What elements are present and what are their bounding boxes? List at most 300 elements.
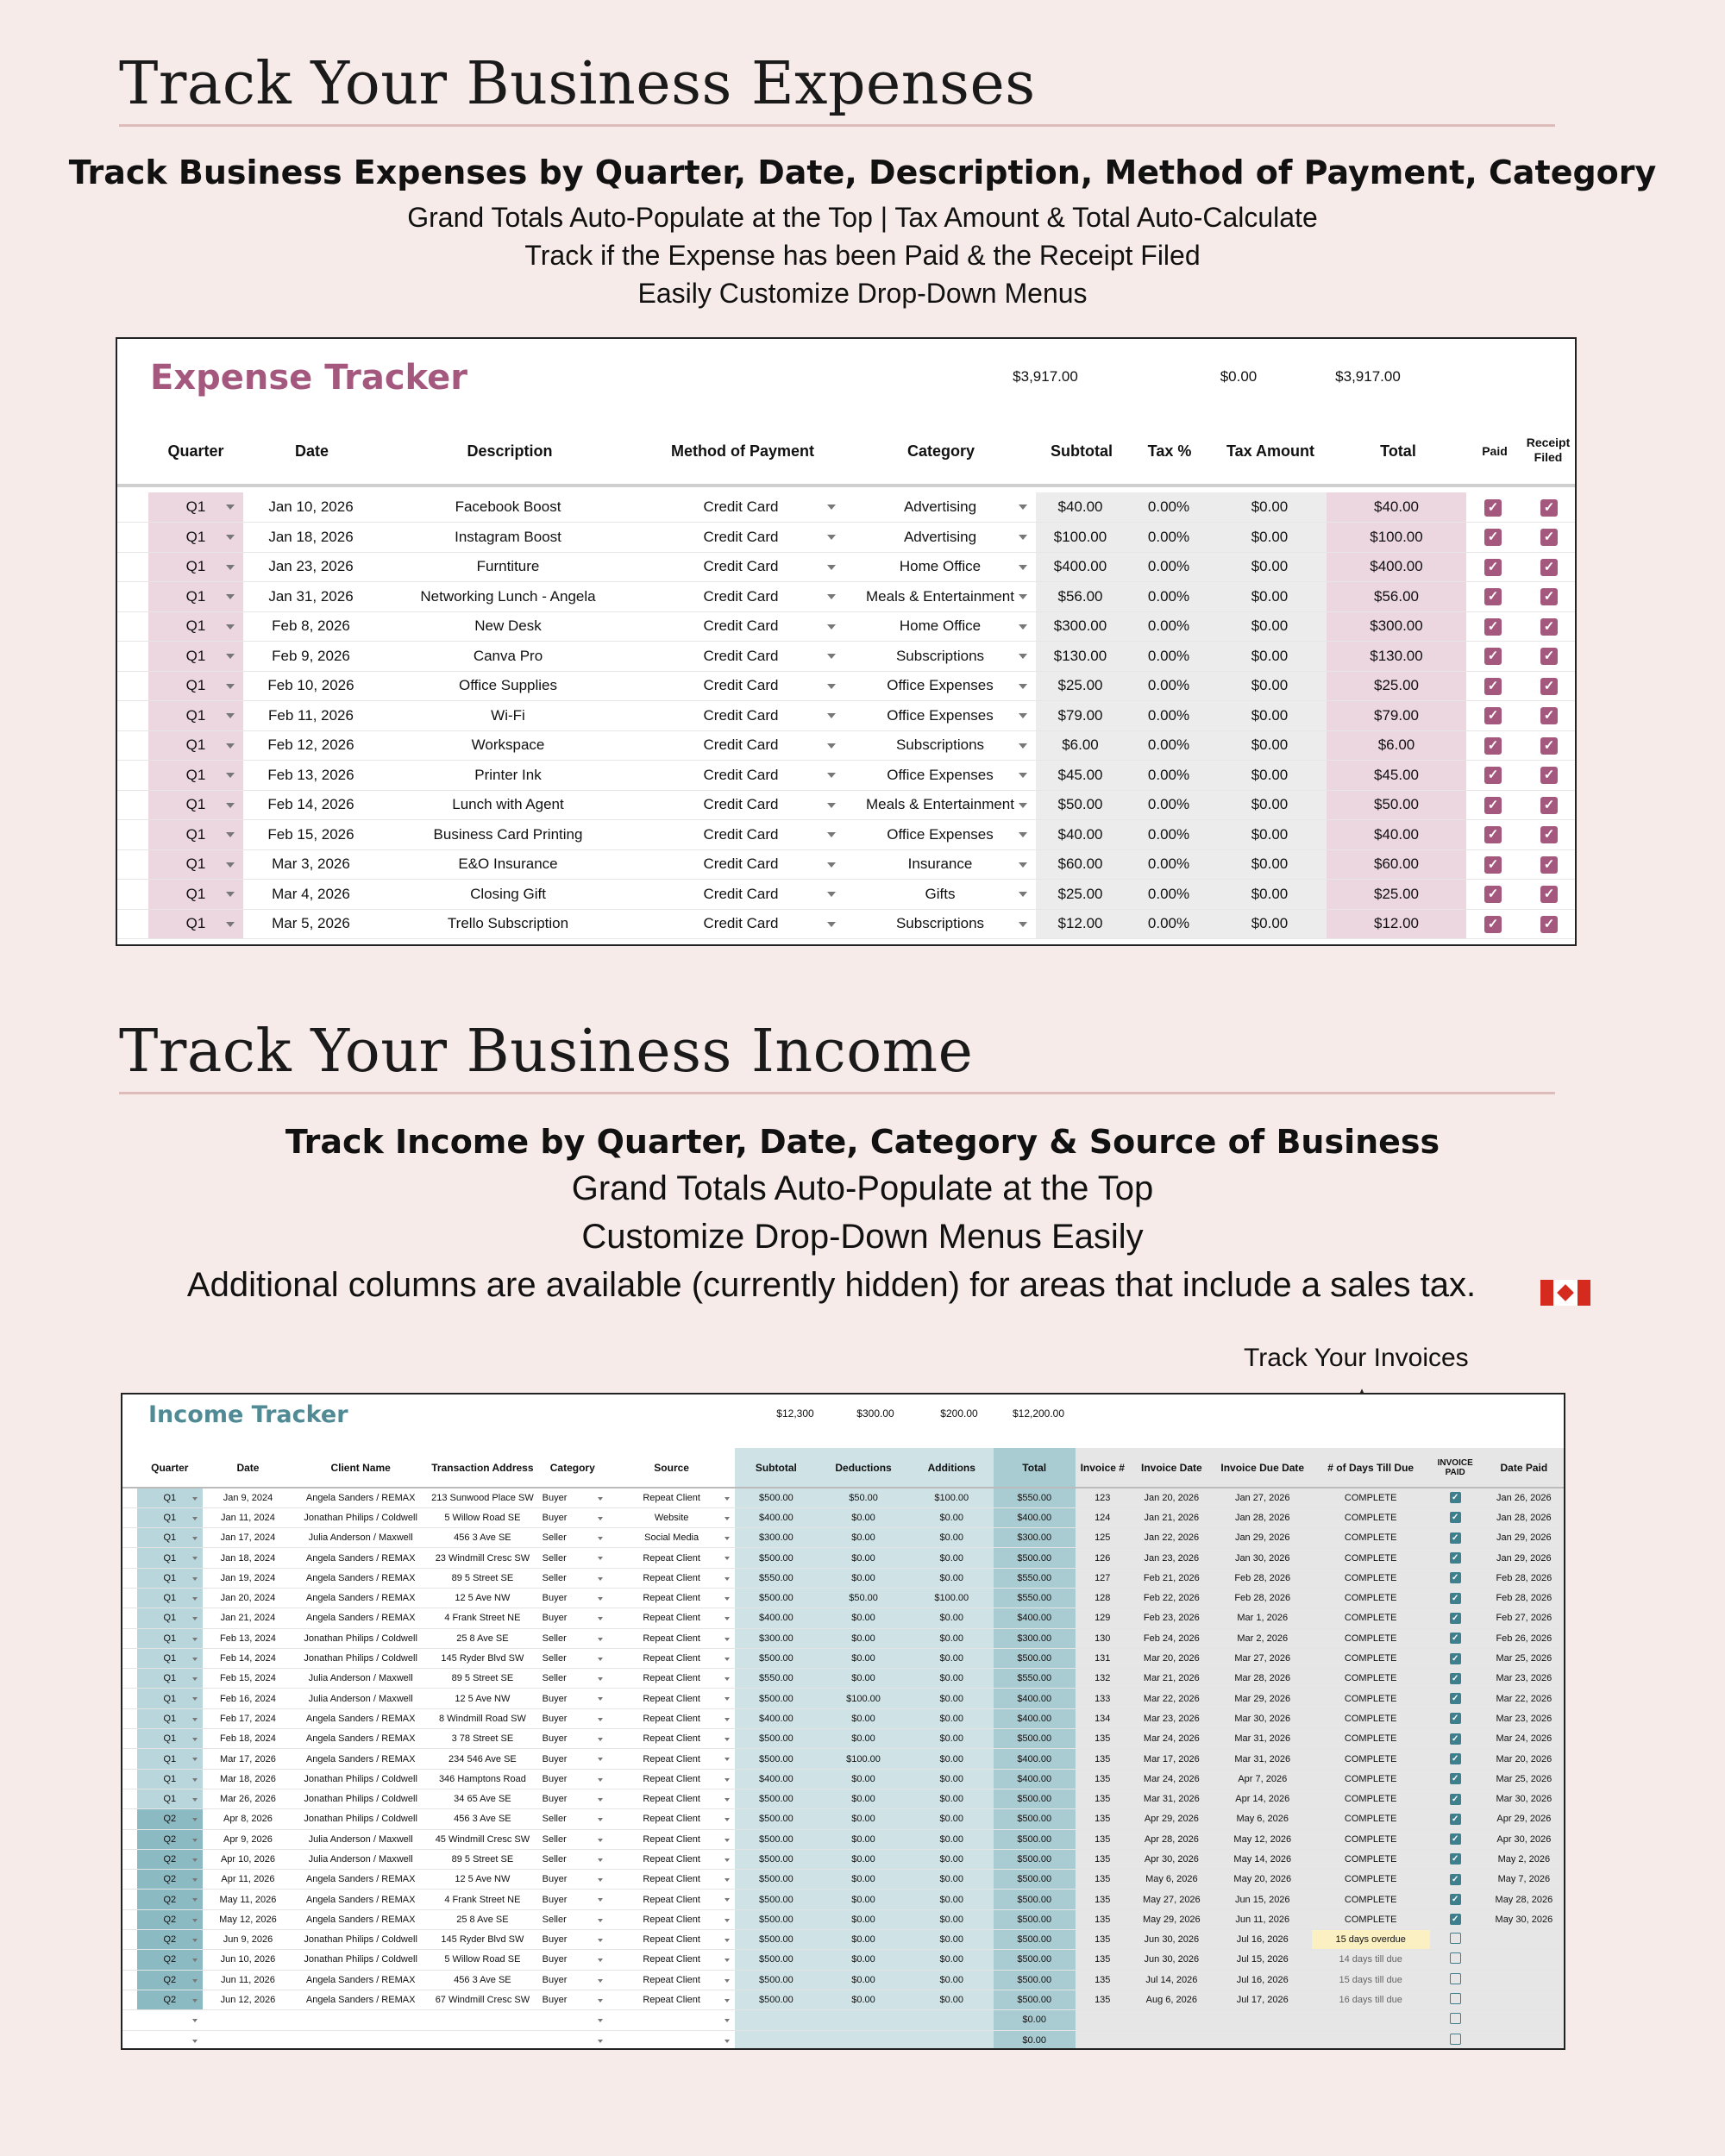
chevron-down-icon[interactable] <box>1019 565 1027 570</box>
source-dropdown[interactable] <box>608 1608 736 1628</box>
invoice-date-cell[interactable]: May 29, 2026 <box>1130 1909 1214 1929</box>
address-cell[interactable]: 8 Windmill Road SW <box>428 1708 536 1728</box>
invoice-number-cell[interactable]: 135 <box>1076 1970 1130 1990</box>
income-header-date[interactable]: Date <box>203 1448 293 1488</box>
invoice-number-cell[interactable]: 127 <box>1076 1568 1130 1588</box>
additions-cell[interactable]: $0.00 <box>910 1648 994 1668</box>
invoice-number-cell[interactable]: 129 <box>1076 1608 1130 1628</box>
chevron-down-icon[interactable] <box>598 1718 603 1721</box>
quarter-dropdown[interactable] <box>148 552 243 582</box>
date-cell[interactable]: Mar 3, 2026 <box>243 849 379 880</box>
quarter-dropdown[interactable] <box>148 849 243 880</box>
chevron-down-icon[interactable] <box>1019 803 1027 808</box>
invoice-paid-cell[interactable] <box>1430 1970 1481 1990</box>
income-header-source[interactable]: Source <box>608 1448 736 1488</box>
source-dropdown[interactable] <box>608 1909 736 1929</box>
chevron-down-icon[interactable] <box>1019 892 1027 897</box>
chevron-down-icon[interactable] <box>724 1537 730 1540</box>
tax-pct-cell[interactable]: 0.00% <box>1125 790 1213 820</box>
invoice-due-date-cell[interactable]: Apr 14, 2026 <box>1214 1789 1312 1808</box>
table-row[interactable] <box>117 849 1577 880</box>
date-paid-cell[interactable]: Feb 28, 2026 <box>1481 1588 1565 1608</box>
invoice-date-cell[interactable]: Mar 20, 2026 <box>1130 1648 1214 1668</box>
method-dropdown[interactable] <box>637 671 844 701</box>
income-header-additions[interactable]: Additions <box>910 1448 994 1488</box>
tax-pct-cell[interactable]: 0.00% <box>1125 820 1213 850</box>
chevron-down-icon[interactable] <box>724 1697 730 1701</box>
quarter-dropdown[interactable] <box>137 1729 203 1749</box>
chevron-down-icon[interactable] <box>724 1658 730 1661</box>
source-dropdown[interactable] <box>608 1890 736 1909</box>
invoice-number-cell[interactable]: 135 <box>1076 1749 1130 1769</box>
date-paid-cell[interactable]: May 28, 2026 <box>1481 1890 1565 1909</box>
date-cell[interactable]: Feb 11, 2026 <box>243 701 379 731</box>
description-cell[interactable]: Instagram Boost <box>379 523 637 553</box>
checkbox-empty-icon[interactable] <box>1450 1973 1461 1984</box>
category-dropdown[interactable] <box>537 1990 608 2009</box>
invoice-date-cell[interactable]: Feb 24, 2026 <box>1130 1628 1214 1648</box>
invoice-paid-cell[interactable] <box>1430 1628 1481 1648</box>
date-paid-cell[interactable]: Apr 29, 2026 <box>1481 1809 1565 1829</box>
chevron-down-icon[interactable] <box>192 1999 198 2002</box>
chevron-down-icon[interactable] <box>192 1919 198 1922</box>
chevron-down-icon[interactable] <box>724 1858 730 1862</box>
client-cell[interactable]: Jonathan Philips / Coldwell <box>293 1628 428 1648</box>
checkbox-checked-icon[interactable]: ✓ <box>1540 856 1558 874</box>
category-dropdown[interactable] <box>844 909 1036 939</box>
quarter-dropdown[interactable] <box>137 1488 203 1507</box>
quarter-dropdown[interactable] <box>148 820 243 850</box>
table-row[interactable] <box>122 1829 1565 1849</box>
source-dropdown[interactable] <box>608 1507 736 1527</box>
subtotal-cell[interactable]: $500.00 <box>735 1488 817 1507</box>
client-cell[interactable]: Angela Sanders / REMAX <box>293 1708 428 1728</box>
checkbox-checked-icon[interactable]: ✓ <box>1450 1794 1461 1805</box>
blank-cell[interactable] <box>1130 2010 1214 2030</box>
category-dropdown[interactable] <box>537 1970 608 1990</box>
date-cell[interactable]: Jan 9, 2024 <box>203 1488 293 1507</box>
table-row[interactable] <box>122 1749 1565 1769</box>
col-header-total[interactable]: Total <box>1380 442 1416 460</box>
col-header-subtotal[interactable]: Subtotal <box>1051 442 1113 460</box>
quarter-dropdown[interactable] <box>148 701 243 731</box>
table-row[interactable] <box>117 642 1577 672</box>
chevron-down-icon[interactable] <box>724 1898 730 1902</box>
chevron-down-icon[interactable] <box>192 1677 198 1681</box>
checkbox-checked-icon[interactable]: ✓ <box>1484 529 1502 546</box>
blank-cell[interactable] <box>1481 2010 1565 2030</box>
chevron-down-icon[interactable] <box>598 1858 603 1862</box>
category-dropdown[interactable] <box>844 849 1036 880</box>
chevron-down-icon[interactable] <box>598 1617 603 1620</box>
additions-cell[interactable]: $0.00 <box>910 1809 994 1829</box>
chevron-down-icon[interactable] <box>724 1778 730 1782</box>
income-header-quarter[interactable]: Quarter <box>137 1448 203 1488</box>
description-cell[interactable]: Facebook Boost <box>379 492 637 523</box>
deductions-cell[interactable]: $0.00 <box>817 1870 910 1890</box>
chevron-down-icon[interactable] <box>598 2040 603 2043</box>
chevron-down-icon[interactable] <box>598 1839 603 1842</box>
date-cell[interactable]: Jun 10, 2026 <box>203 1950 293 1970</box>
quarter-dropdown[interactable] <box>137 1909 203 1929</box>
chevron-down-icon[interactable] <box>192 1959 198 1962</box>
subtotal-cell[interactable]: $500.00 <box>735 1930 817 1950</box>
category-dropdown[interactable] <box>844 880 1036 910</box>
chevron-down-icon[interactable] <box>724 1818 730 1821</box>
checkbox-checked-icon[interactable]: ✓ <box>1540 618 1558 636</box>
chevron-down-icon[interactable] <box>724 1577 730 1581</box>
address-cell[interactable]: 456 3 Ave SE <box>428 1528 536 1548</box>
client-cell[interactable]: Jonathan Philips / Coldwell <box>293 1930 428 1950</box>
paid-cell[interactable] <box>1466 582 1520 612</box>
checkbox-checked-icon[interactable]: ✓ <box>1450 1673 1461 1684</box>
invoice-date-cell[interactable]: May 27, 2026 <box>1130 1890 1214 1909</box>
invoice-number-cell[interactable]: 135 <box>1076 1729 1130 1749</box>
chevron-down-icon[interactable] <box>598 1979 603 1983</box>
chevron-down-icon[interactable] <box>1019 773 1027 778</box>
deductions-cell[interactable]: $0.00 <box>817 1809 910 1829</box>
subtotal-cell[interactable]: $40.00 <box>1036 492 1125 523</box>
method-dropdown[interactable] <box>637 701 844 731</box>
checkbox-checked-icon[interactable]: ✓ <box>1450 1693 1461 1704</box>
invoice-due-date-cell[interactable]: May 14, 2026 <box>1214 1849 1312 1869</box>
date-cell[interactable]: Apr 8, 2026 <box>203 1809 293 1829</box>
date-cell[interactable]: Mar 18, 2026 <box>203 1769 293 1789</box>
invoice-date-cell[interactable]: Mar 24, 2026 <box>1130 1769 1214 1789</box>
date-cell[interactable]: Feb 17, 2024 <box>203 1708 293 1728</box>
source-dropdown[interactable] <box>608 1588 736 1608</box>
quarter-dropdown[interactable] <box>148 730 243 761</box>
deductions-cell[interactable]: $0.00 <box>817 1628 910 1648</box>
category-dropdown[interactable] <box>537 1528 608 1548</box>
subtotal-cell[interactable]: $400.00 <box>735 1608 817 1628</box>
date-cell[interactable]: Jan 10, 2026 <box>243 492 379 523</box>
invoice-due-date-cell[interactable]: Jan 30, 2026 <box>1214 1548 1312 1568</box>
checkbox-checked-icon[interactable]: ✓ <box>1540 767 1558 784</box>
client-cell[interactable]: Julia Anderson / Maxwell <box>293 1689 428 1708</box>
quarter-dropdown[interactable] <box>137 1669 203 1689</box>
chevron-down-icon[interactable] <box>192 2040 198 2043</box>
chevron-down-icon[interactable] <box>598 1898 603 1902</box>
source-dropdown[interactable] <box>608 1769 736 1789</box>
client-cell[interactable]: Julia Anderson / Maxwell <box>293 1849 428 1869</box>
tax-pct-cell[interactable]: 0.00% <box>1125 671 1213 701</box>
invoice-date-cell[interactable]: May 6, 2026 <box>1130 1870 1214 1890</box>
client-cell[interactable]: Angela Sanders / REMAX <box>293 1608 428 1628</box>
checkbox-checked-icon[interactable]: ✓ <box>1450 1733 1461 1745</box>
additions-cell[interactable]: $100.00 <box>910 1488 994 1507</box>
income-header-client[interactable]: Client Name <box>293 1448 428 1488</box>
paid-cell[interactable] <box>1466 671 1520 701</box>
additions-cell[interactable]: $0.00 <box>910 1829 994 1849</box>
blank-cell[interactable] <box>293 2030 428 2050</box>
total-cell[interactable]: $0.00 <box>994 2030 1076 2050</box>
quarter-dropdown[interactable] <box>148 492 243 523</box>
additions-cell[interactable]: $0.00 <box>910 1769 994 1789</box>
chevron-down-icon[interactable] <box>598 1537 603 1540</box>
category-dropdown[interactable] <box>537 1669 608 1689</box>
quarter-dropdown[interactable] <box>137 1789 203 1808</box>
quarter-dropdown[interactable] <box>148 523 243 553</box>
paid-cell[interactable] <box>1466 820 1520 850</box>
address-cell[interactable]: 23 Windmill Cresc SW <box>428 1548 536 1568</box>
date-cell[interactable]: Apr 10, 2026 <box>203 1849 293 1869</box>
subtotal-cell[interactable]: $50.00 <box>1036 790 1125 820</box>
col-header-category[interactable]: Category <box>906 442 975 460</box>
subtotal-cell[interactable]: $400.00 <box>1036 552 1125 582</box>
subtotal-cell[interactable]: $300.00 <box>735 1528 817 1548</box>
paid-cell[interactable] <box>1466 523 1520 553</box>
quarter-dropdown[interactable] <box>148 671 243 701</box>
invoice-date-cell[interactable]: Apr 30, 2026 <box>1130 1849 1214 1869</box>
income-header-date-paid[interactable]: Date Paid <box>1481 1448 1565 1488</box>
address-cell[interactable]: 456 3 Ave SE <box>428 1970 536 1990</box>
category-dropdown[interactable] <box>844 671 1036 701</box>
invoice-date-cell[interactable]: Mar 21, 2026 <box>1130 1669 1214 1689</box>
chevron-down-icon[interactable] <box>724 1758 730 1761</box>
date-paid-cell[interactable]: Mar 23, 2026 <box>1481 1669 1565 1689</box>
invoice-due-date-cell[interactable]: Feb 28, 2026 <box>1214 1568 1312 1588</box>
category-dropdown[interactable] <box>844 701 1036 731</box>
invoice-paid-cell[interactable] <box>1430 1749 1481 1769</box>
checkbox-checked-icon[interactable]: ✓ <box>1450 1572 1461 1583</box>
category-dropdown[interactable] <box>537 1930 608 1950</box>
chevron-down-icon[interactable] <box>598 1677 603 1681</box>
category-dropdown[interactable] <box>537 1950 608 1970</box>
invoice-paid-cell[interactable] <box>1430 1588 1481 1608</box>
blank-cell[interactable] <box>428 2030 536 2050</box>
invoice-due-date-cell[interactable]: Mar 28, 2026 <box>1214 1669 1312 1689</box>
date-cell[interactable]: Jan 17, 2024 <box>203 1528 293 1548</box>
date-cell[interactable]: Jun 9, 2026 <box>203 1930 293 1950</box>
invoice-number-cell[interactable]: 135 <box>1076 1870 1130 1890</box>
table-row[interactable] <box>122 1930 1565 1950</box>
chevron-down-icon[interactable] <box>192 1738 198 1741</box>
category-dropdown[interactable] <box>537 1829 608 1849</box>
checkbox-checked-icon[interactable]: ✓ <box>1450 1552 1461 1564</box>
invoice-date-cell[interactable]: Aug 6, 2026 <box>1130 1990 1214 2009</box>
quarter-dropdown[interactable] <box>137 1870 203 1890</box>
date-paid-cell[interactable]: Apr 30, 2026 <box>1481 1829 1565 1849</box>
chevron-down-icon[interactable] <box>724 1497 730 1501</box>
quarter-dropdown[interactable] <box>148 880 243 910</box>
deductions-cell[interactable]: $0.00 <box>817 1970 910 1990</box>
source-dropdown[interactable] <box>608 1628 736 1648</box>
table-row[interactable] <box>122 1769 1565 1789</box>
date-cell[interactable]: Feb 13, 2026 <box>243 761 379 791</box>
invoice-number-cell[interactable]: 135 <box>1076 1890 1130 1909</box>
table-row[interactable] <box>122 1628 1565 1648</box>
date-paid-cell[interactable]: Mar 25, 2026 <box>1481 1648 1565 1668</box>
additions-cell[interactable]: $0.00 <box>910 1507 994 1527</box>
date-paid-cell[interactable]: Mar 30, 2026 <box>1481 1789 1565 1808</box>
checkbox-checked-icon[interactable]: ✓ <box>1540 826 1558 843</box>
checkbox-checked-icon[interactable]: ✓ <box>1484 648 1502 665</box>
deductions-cell[interactable]: $50.00 <box>817 1488 910 1507</box>
receipt-filed-cell[interactable] <box>1520 820 1577 850</box>
deductions-cell[interactable]: $0.00 <box>817 1708 910 1728</box>
invoice-paid-cell[interactable] <box>1430 1507 1481 1527</box>
date-cell[interactable]: Jun 12, 2026 <box>203 1990 293 2009</box>
invoice-date-cell[interactable]: Mar 31, 2026 <box>1130 1789 1214 1808</box>
chevron-down-icon[interactable] <box>192 1898 198 1902</box>
address-cell[interactable]: 213 Sunwood Place SW <box>428 1488 536 1507</box>
chevron-down-icon[interactable] <box>598 1818 603 1821</box>
category-dropdown[interactable] <box>537 1689 608 1708</box>
checkbox-empty-icon[interactable] <box>1450 2034 1461 2045</box>
checkbox-checked-icon[interactable]: ✓ <box>1484 618 1502 636</box>
chevron-down-icon[interactable] <box>724 1517 730 1520</box>
receipt-filed-cell[interactable] <box>1520 761 1577 791</box>
subtotal-cell[interactable]: $500.00 <box>735 1950 817 1970</box>
category-dropdown[interactable] <box>844 552 1036 582</box>
chevron-down-icon[interactable] <box>226 743 235 749</box>
paid-cell[interactable] <box>1466 492 1520 523</box>
address-cell[interactable]: 4 Frank Street NE <box>428 1890 536 1909</box>
blank-cell[interactable] <box>428 2010 536 2030</box>
category-dropdown[interactable] <box>537 1890 608 1909</box>
checkbox-checked-icon[interactable]: ✓ <box>1450 1853 1461 1865</box>
chevron-down-icon[interactable] <box>598 1557 603 1560</box>
additions-cell[interactable]: $0.00 <box>910 1608 994 1628</box>
category-dropdown[interactable] <box>844 642 1036 672</box>
source-dropdown[interactable] <box>608 1829 736 1849</box>
invoice-paid-cell[interactable] <box>1430 1950 1481 1970</box>
invoice-due-date-cell[interactable]: Mar 30, 2026 <box>1214 1708 1312 1728</box>
tax-pct-cell[interactable]: 0.00% <box>1125 642 1213 672</box>
method-dropdown[interactable] <box>637 880 844 910</box>
date-cell[interactable]: Jun 11, 2026 <box>203 1970 293 1990</box>
client-cell[interactable]: Angela Sanders / REMAX <box>293 1870 428 1890</box>
source-dropdown[interactable] <box>608 1849 736 1869</box>
method-dropdown[interactable] <box>637 611 844 642</box>
description-cell[interactable]: Office Supplies <box>379 671 637 701</box>
deductions-cell[interactable]: $0.00 <box>817 1990 910 2009</box>
chevron-down-icon[interactable] <box>192 1858 198 1862</box>
date-cell[interactable]: Jan 23, 2026 <box>243 552 379 582</box>
invoice-number-cell[interactable]: 124 <box>1076 1507 1130 1527</box>
chevron-down-icon[interactable] <box>192 1557 198 1560</box>
subtotal-cell[interactable]: $500.00 <box>735 1809 817 1829</box>
description-cell[interactable]: Closing Gift <box>379 880 637 910</box>
date-paid-cell[interactable]: Feb 27, 2026 <box>1481 1608 1565 1628</box>
invoice-date-cell[interactable]: Apr 28, 2026 <box>1130 1829 1214 1849</box>
additions-cell[interactable]: $0.00 <box>910 1849 994 1869</box>
quarter-dropdown[interactable] <box>137 1628 203 1648</box>
quarter-dropdown[interactable] <box>137 1588 203 1608</box>
chevron-down-icon[interactable] <box>226 565 235 570</box>
invoice-number-cell[interactable]: 135 <box>1076 1930 1130 1950</box>
table-row[interactable] <box>122 1708 1565 1728</box>
subtotal-cell[interactable]: $500.00 <box>735 1829 817 1849</box>
col-header-method[interactable]: Method of Payment <box>670 442 814 460</box>
client-cell[interactable]: Angela Sanders / REMAX <box>293 1548 428 1568</box>
invoice-paid-cell[interactable] <box>1430 1528 1481 1548</box>
table-row[interactable] <box>122 1669 1565 1689</box>
invoice-number-cell[interactable]: 126 <box>1076 1548 1130 1568</box>
chevron-down-icon[interactable] <box>598 1738 603 1741</box>
invoice-date-cell[interactable]: Jul 14, 2026 <box>1130 1970 1214 1990</box>
deductions-cell[interactable]: $100.00 <box>817 1689 910 1708</box>
invoice-date-cell[interactable]: Jun 30, 2026 <box>1130 1930 1214 1950</box>
chevron-down-icon[interactable] <box>192 1697 198 1701</box>
date-cell[interactable]: Jan 20, 2024 <box>203 1588 293 1608</box>
address-cell[interactable]: 4 Frank Street NE <box>428 1608 536 1628</box>
checkbox-checked-icon[interactable]: ✓ <box>1540 678 1558 695</box>
chevron-down-icon[interactable] <box>724 1839 730 1842</box>
income-header-days-till-due[interactable]: # of Days Till Due <box>1312 1448 1430 1488</box>
client-cell[interactable]: Angela Sanders / REMAX <box>293 1568 428 1588</box>
deductions-cell[interactable]: $0.00 <box>817 1789 910 1808</box>
date-cell[interactable]: Jan 11, 2024 <box>203 1507 293 1527</box>
invoice-due-date-cell[interactable]: May 20, 2026 <box>1214 1870 1312 1890</box>
invoice-paid-cell[interactable] <box>1430 1769 1481 1789</box>
tax-pct-cell[interactable]: 0.00% <box>1125 909 1213 939</box>
income-header-subtotal[interactable]: Subtotal <box>735 1448 817 1488</box>
checkbox-checked-icon[interactable]: ✓ <box>1540 916 1558 933</box>
invoice-number-cell[interactable]: 135 <box>1076 1849 1130 1869</box>
chevron-down-icon[interactable] <box>598 1758 603 1761</box>
method-dropdown[interactable] <box>637 820 844 850</box>
additions-cell[interactable]: $0.00 <box>910 1708 994 1728</box>
checkbox-checked-icon[interactable]: ✓ <box>1540 499 1558 517</box>
date-cell[interactable]: Jan 19, 2024 <box>203 1568 293 1588</box>
description-cell[interactable]: Workspace <box>379 730 637 761</box>
source-dropdown[interactable] <box>608 1789 736 1808</box>
client-cell[interactable]: Julia Anderson / Maxwell <box>293 1528 428 1548</box>
source-dropdown[interactable] <box>608 1669 736 1689</box>
subtotal-cell[interactable]: $56.00 <box>1036 582 1125 612</box>
chevron-down-icon[interactable] <box>1019 654 1027 659</box>
invoice-date-cell[interactable]: Jan 22, 2026 <box>1130 1528 1214 1548</box>
chevron-down-icon[interactable] <box>192 1798 198 1802</box>
income-header-invoice-paid[interactable]: INVOICE PAID <box>1430 1448 1481 1488</box>
checkbox-empty-icon[interactable] <box>1450 1933 1461 1944</box>
chevron-down-icon[interactable] <box>226 535 235 540</box>
income-header-invoice-date[interactable]: Invoice Date <box>1130 1448 1214 1488</box>
method-dropdown[interactable] <box>637 761 844 791</box>
blank-cell[interactable] <box>910 2010 994 2030</box>
invoice-number-cell[interactable]: 135 <box>1076 1909 1130 1929</box>
subtotal-cell[interactable]: $400.00 <box>735 1507 817 1527</box>
invoice-paid-cell[interactable] <box>1430 1890 1481 1909</box>
deductions-cell[interactable]: $0.00 <box>817 1950 910 1970</box>
chevron-down-icon[interactable] <box>1019 743 1027 749</box>
checkbox-checked-icon[interactable]: ✓ <box>1540 648 1558 665</box>
chevron-down-icon[interactable] <box>192 1839 198 1842</box>
receipt-filed-cell[interactable] <box>1520 552 1577 582</box>
category-dropdown[interactable] <box>844 730 1036 761</box>
income-header-invoice-due-date[interactable]: Invoice Due Date <box>1214 1448 1312 1488</box>
invoice-date-cell[interactable]: Mar 23, 2026 <box>1130 1708 1214 1728</box>
quarter-dropdown[interactable] <box>137 1829 203 1849</box>
invoice-number-cell[interactable]: 135 <box>1076 1829 1130 1849</box>
invoice-date-cell[interactable]: Feb 23, 2026 <box>1130 1608 1214 1628</box>
checkbox-checked-icon[interactable]: ✓ <box>1484 707 1502 724</box>
chevron-down-icon[interactable] <box>724 2019 730 2022</box>
blank-cell[interactable] <box>293 2010 428 2030</box>
checkbox-checked-icon[interactable]: ✓ <box>1484 886 1502 903</box>
subtotal-cell[interactable]: $500.00 <box>735 1749 817 1769</box>
client-cell[interactable]: Angela Sanders / REMAX <box>293 1749 428 1769</box>
date-cell[interactable]: Jan 18, 2026 <box>243 523 379 553</box>
category-dropdown[interactable] <box>537 1789 608 1808</box>
subtotal-cell[interactable]: $130.00 <box>1036 642 1125 672</box>
deductions-cell[interactable]: $0.00 <box>817 1890 910 1909</box>
quarter-dropdown[interactable] <box>137 1950 203 1970</box>
tax-pct-cell[interactable]: 0.00% <box>1125 701 1213 731</box>
address-cell[interactable]: 34 65 Ave SE <box>428 1789 536 1808</box>
